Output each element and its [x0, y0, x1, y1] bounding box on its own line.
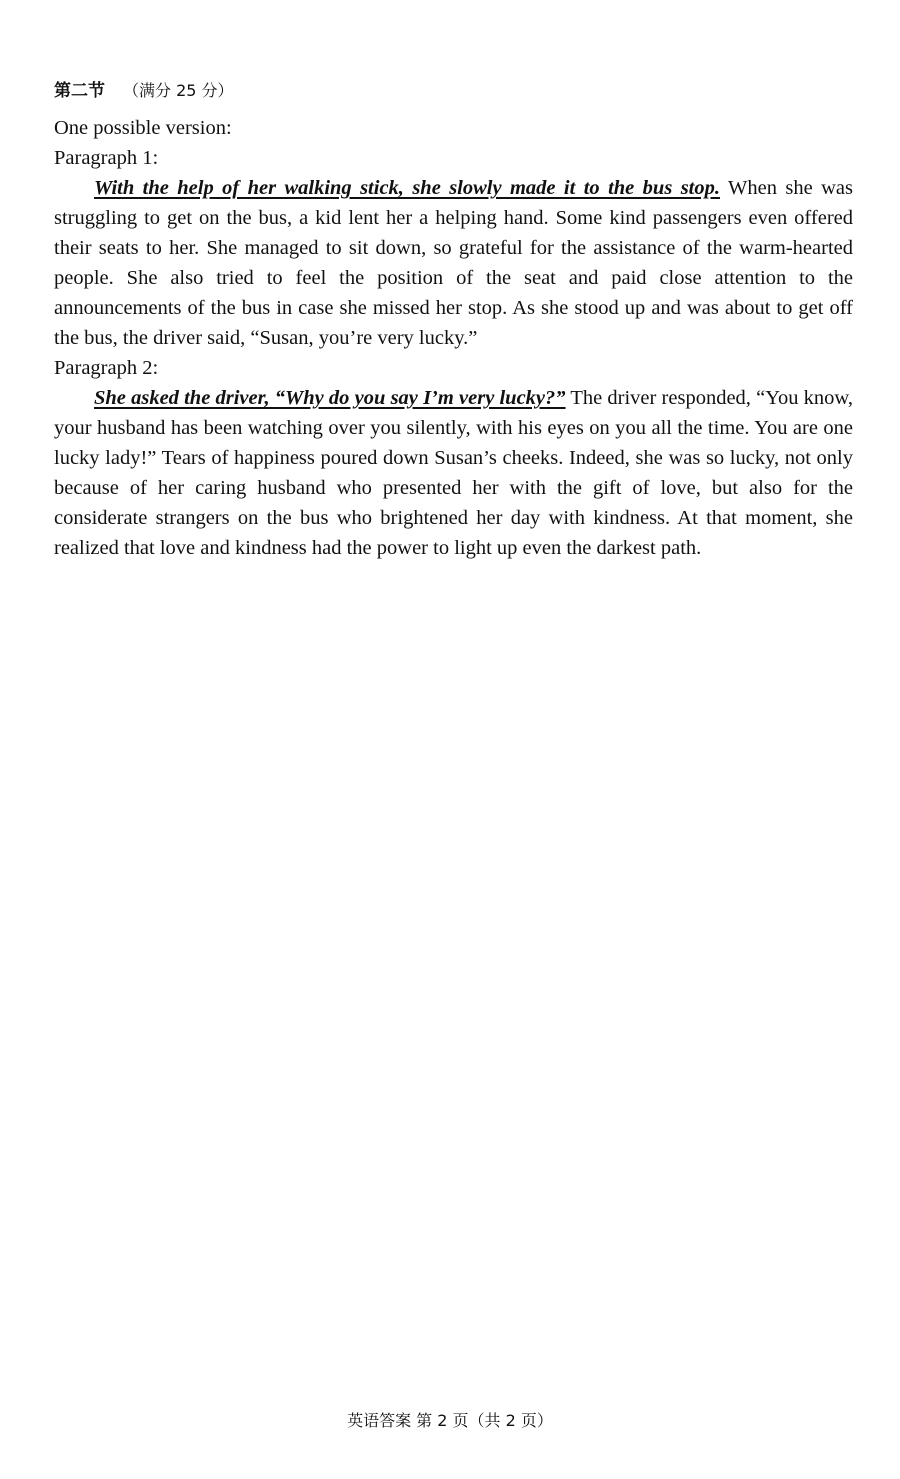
essay-content: [54, 113, 853, 563]
paragraph-2: [54, 383, 853, 563]
paragraph-1-lead-sentence: With the help of her walking stick, she slowly made it to the bus stop.: [94, 177, 720, 199]
paragraph-2-lead-sentence: She asked the driver, “Why do you say I’m very lucky?”: [94, 387, 566, 409]
paragraph-1: [54, 173, 853, 353]
section-score: （满分 25 分）: [123, 81, 234, 100]
paragraph-2-label: Paragraph 2:: [54, 357, 159, 379]
paragraph-1-body: When she was struggling to get on the bus, a kid lent her a helping hand. Some kind passengers even offered their seats to her. She managed to sit down, so grateful for the assistance of the warm-hearted people. She also tried to feel the position of the seat and paid close attention to the announcements of the bus in case she missed her stop. As she stood up and was about to get off the bus, the driver said, “Susan, you’re very lucky.”: [54, 177, 853, 349]
page-footer: 英语答案 第 2 页（共 2 页）: [347, 1411, 553, 1430]
paragraph-1-label: Paragraph 1:: [54, 147, 159, 169]
section-title: 第二节: [54, 81, 105, 101]
section-heading: [54, 78, 234, 104]
paragraph-2-body: The driver responded, “You know, your husband has been watching over you silently, with his eyes on you all the time. You are one lucky lady!” Tears of happiness poured down Susan’s cheeks. Indeed, she was so lucky, not only because of her caring husband who presented her with the gift of love, but also for the considerate strangers on the bus who brightened her day with kindness. At that moment, she realized that love and kindness had the power to light up even the darkest path.: [54, 387, 853, 559]
version-label: One possible version:: [54, 117, 232, 139]
